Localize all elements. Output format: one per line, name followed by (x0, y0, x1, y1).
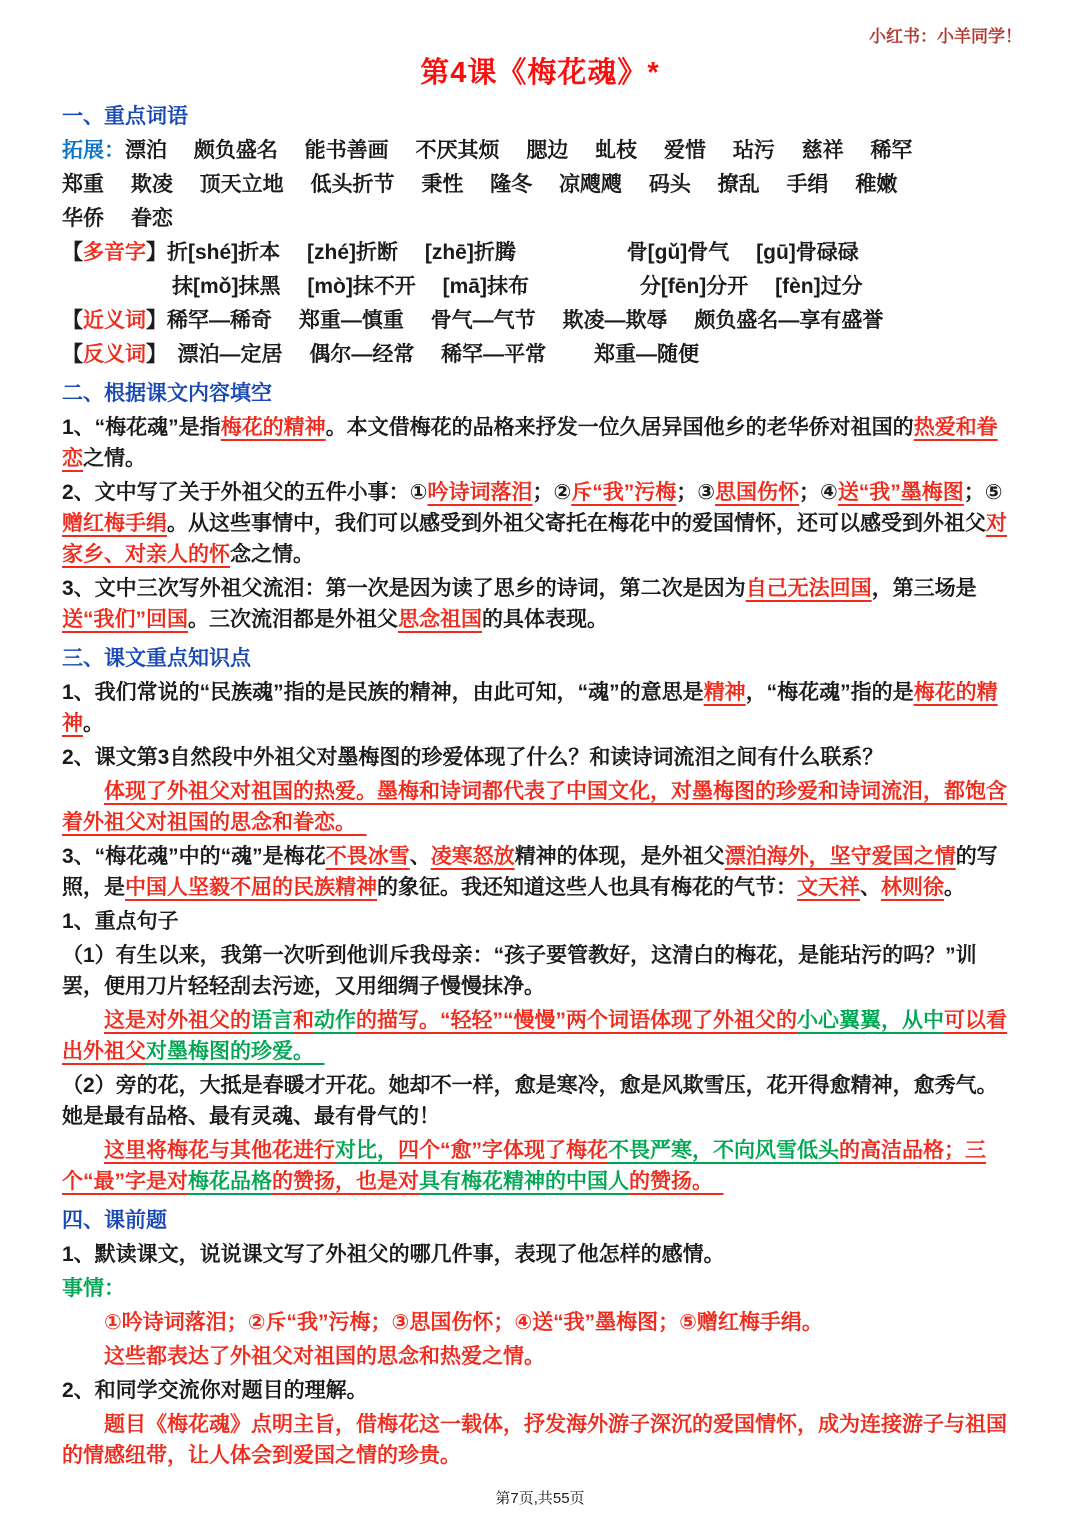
text-segment: 【 (62, 241, 83, 264)
events-label (62, 1273, 1018, 1304)
text-segment: 的写照，是 (62, 845, 998, 899)
text-segment: ；③ (676, 481, 716, 504)
text-segment (304, 1040, 325, 1063)
text-segment: ；④ (799, 481, 838, 504)
text-segment: 中国人坚毅不屈的民族精神 (125, 876, 377, 899)
text-segment: 三、课文重点知识点 (62, 647, 251, 670)
text-segment: ，“梅花魂”指的是 (745, 681, 914, 704)
text-segment: 2、和同学交流你对题目的理解。 (62, 1379, 368, 1402)
text-segment: 1、“梅花魂”是指 (62, 416, 221, 439)
text-segment: （2）旁的花，大抵是春暖才开花。她却不一样，愈是寒冷，愈是风欺雪压，花开得愈精神，愈秀气。她是最有品格、最有灵魂、最有骨气的！ (62, 1074, 998, 1128)
section-heading-1 (62, 101, 1018, 132)
text-segment: 的具体表现。 (482, 608, 608, 631)
sentence-1 (62, 940, 1018, 1002)
text-segment: 和 (293, 1009, 314, 1032)
text-segment: 1、重点句子 (62, 910, 179, 933)
text-segment: 。本文借梅花的品格来抒发一位久居异国他乡的老华侨对祖国的 (325, 416, 914, 439)
text-segment: 题目《梅花魂》点明主旨，借梅花这一载体，抒发海外游子深沉的爱国情怀，成为连接游子与祖国的情感纽带，让人体会到爱国之情的珍贵。 (62, 1413, 1007, 1467)
antonym-line (62, 339, 1018, 370)
text-segment: 漂泊 颇负盛名 能书善画 不厌其烦 腮边 虬枝 爱惜 玷污 慈祥 稀罕 (125, 139, 913, 162)
text-segment: 2、课文第3自然段中外祖父对墨梅图的珍爱体现了什么？和读诗词流泪之间有什么联系？ (62, 746, 884, 769)
pre-answer-title-meaning (62, 1409, 1018, 1471)
text-segment: 1、我们常说的“民族魂”指的是民族的精神，由此可知，“魂”的意思是 (62, 681, 704, 704)
text-segment: 思念祖国 (398, 608, 482, 631)
text-segment: 多音字 (83, 241, 146, 264)
text-segment: 对家乡、对亲人的怀 (62, 512, 1007, 566)
text-segment: 、 (860, 876, 881, 899)
text-segment: 】 漂泊—定居 偶尔—经常 稀罕—平常 郑重—随便 (146, 343, 700, 366)
text-segment: 的赞扬，也是对 (272, 1170, 419, 1193)
text-segment: 这些都表达了外祖父对祖国的思念和热爱之情。 (104, 1345, 545, 1368)
text-segment: 精神的体现，是外祖父 (514, 845, 725, 868)
section-heading-3 (62, 643, 1018, 674)
text-segment: 念之情。 (230, 543, 314, 566)
text-segment: 这是对外祖父的 (104, 1009, 251, 1032)
polyphone-line-1 (62, 237, 1018, 268)
pre-answer-events (62, 1307, 1018, 1338)
sentence-1-analysis (62, 1005, 1018, 1067)
text-segment: 抹[mǒ]抹黑 [mò]抹不开 [mā]抹布 分[fēn]分开 [fèn]过分 (172, 275, 863, 298)
knowledge-1 (62, 677, 1018, 739)
text-segment: 之情。 (83, 447, 146, 470)
sentence-2 (62, 1070, 1018, 1132)
word-list-line-3 (62, 203, 1018, 234)
section-heading-4 (62, 1205, 1018, 1236)
text-segment: ，第三场是 (871, 577, 977, 600)
fill-in-2 (62, 477, 1018, 570)
text-segment: 凌寒怒放 (430, 845, 515, 868)
text-segment: 】折[shé]折本 [zhé]折断 [zhē]折腾 骨[gǔ]骨气 [gū]骨碌碌 (146, 241, 859, 264)
text-segment: 四、课前题 (62, 1209, 167, 1232)
key-sentences-heading (62, 906, 1018, 937)
sentence-2-analysis (62, 1135, 1018, 1197)
text-segment: 不畏冰雪 (325, 845, 410, 868)
text-segment: 动作 (314, 1009, 356, 1032)
text-segment: 的高洁品格；三个“最”字是对 (62, 1139, 986, 1193)
text-segment: 热爱和眷恋 (62, 416, 998, 470)
text-segment: 斥“我”污梅 (571, 481, 677, 504)
text-segment: 小心翼翼，从中 (797, 1009, 944, 1032)
text-segment: 】稀罕—稀奇 郑重—慎重 骨气—气节 欺凌—欺辱 颇负盛名—享有盛誉 (146, 309, 884, 332)
fill-in-1 (62, 412, 1018, 474)
pre-question-2 (62, 1375, 1018, 1406)
text-segment: （1）有生以来，我第一次听到他训斥我母亲：“孩子要管教好，这清白的梅花，是能玷污的吗？”训罢，便用刀片轻轻刮去污迹，又用细绸子慢慢抹净。 (62, 944, 977, 998)
text-segment (346, 811, 367, 834)
fill-in-3 (62, 573, 1018, 635)
text-segment: 、 (409, 845, 431, 868)
text-segment: 事情： (62, 1277, 125, 1300)
text-segment: 的描写。“轻轻”“慢慢”两个词语体现了外祖父的 (356, 1009, 797, 1032)
text-segment: 1、默读课文，说说课文写了外祖父的哪几件事，表现了他怎样的感情。 (62, 1243, 725, 1266)
text-segment: 自己无法回国 (745, 577, 872, 600)
text-segment: 二、根据课文内容填空 (62, 382, 272, 405)
text-segment: 语言 (251, 1009, 293, 1032)
text-segment: 吟诗词落泪 (427, 481, 533, 504)
text-segment: 。 (83, 712, 104, 735)
text-segment: 对墨梅图的珍爱。 (146, 1040, 304, 1063)
text-segment: 精神 (703, 681, 746, 704)
text-segment: ①吟诗词落泪；②斥“我”污梅；③思国伤怀；④送“我”墨梅图；⑤赠红梅手绢。 (104, 1311, 823, 1334)
page-title: 第4课《梅花魂》* (420, 57, 660, 89)
text-segment: 的赞扬。 (629, 1170, 703, 1193)
text-segment: 林则徐 (881, 876, 944, 899)
text-segment: 。 (944, 876, 965, 899)
text-segment: 拓展： (62, 139, 125, 162)
text-segment: 梅花的精神 (220, 416, 326, 439)
section-heading-2 (62, 378, 1018, 409)
knowledge-2-question (62, 742, 1018, 773)
text-segment: 送“我”墨梅图 (837, 481, 964, 504)
word-list-line-1 (62, 135, 1018, 166)
pre-question-1 (62, 1239, 1018, 1270)
text-segment: 华侨 眷恋 (62, 207, 173, 230)
text-segment: 。三次流泪都是外祖父 (188, 608, 398, 631)
knowledge-2-answer (62, 776, 1018, 838)
text-segment: 反义词 (83, 343, 146, 366)
pre-answer-feeling (62, 1341, 1018, 1372)
text-segment: 送“我们”回国 (62, 608, 188, 631)
text-segment: 文天祥 (797, 876, 860, 899)
knowledge-3 (62, 841, 1018, 903)
text-segment: 这里将梅花与其他花进行 (104, 1139, 335, 1162)
text-segment: 梅花的精神 (62, 681, 998, 735)
text-segment: 3、“梅花魂”中的“魂”是梅花 (62, 845, 326, 868)
text-segment: 【 (62, 309, 83, 332)
text-segment: ；⑤ (963, 481, 1003, 504)
text-segment: ；② (532, 481, 572, 504)
text-segment: 一、重点词语 (62, 105, 188, 128)
text-segment: 近义词 (83, 309, 146, 332)
text-segment: 具有梅花精神的中国人 (419, 1170, 629, 1193)
watermark: 小红书：小羊同学！ (869, 27, 1022, 46)
page-footer: 第7页,共55页 (495, 1490, 585, 1507)
text-segment: 不畏严寒，不向风雪低头 (608, 1139, 839, 1162)
text-segment: 【 (62, 343, 83, 366)
polyphone-line-2 (62, 271, 1018, 302)
text-segment: 体现了外祖父对祖国的热爱。墨梅和诗词都代表了中国文化，对墨梅图的珍爱和诗词流泪，都饱含着外祖父对祖国的思念和眷恋。 (62, 780, 1007, 834)
text-segment: 梅花品格 (188, 1170, 272, 1193)
text-segment: 2、文中写了关于外祖父的五件小事：① (62, 481, 428, 504)
text-segment (703, 1170, 724, 1193)
text-segment: 漂泊海外，坚守爱国之情 (724, 845, 956, 868)
document-body (62, 101, 1018, 1471)
text-segment: 思国伤怀 (715, 481, 800, 504)
synonym-line (62, 305, 1018, 336)
text-segment: 的象征。我还知道这些人也具有梅花的气节： (377, 876, 797, 899)
text-segment: 郑重 欺凌 顶天立地 低头折节 秉性 隆冬 凉飕飕 码头 撩乱 手绢 稚嫩 (62, 173, 898, 196)
text-segment: 赠红梅手绢 (62, 512, 167, 535)
text-segment: 四个“愈”字体现了梅花 (398, 1139, 608, 1162)
text-segment: 。从这些事情中，我们可以感受到外祖父寄托在梅花中的爱国情怀，还可以感受到外祖父 (167, 512, 986, 535)
text-segment: 可以看出外祖父 (62, 1009, 1007, 1063)
text-segment: 3、文中三次写外祖父流泪：第一次是因为读了思乡的诗词，第二次是因为 (62, 577, 746, 600)
word-list-line-2 (62, 169, 1018, 200)
text-segment: 对比， (335, 1139, 398, 1162)
